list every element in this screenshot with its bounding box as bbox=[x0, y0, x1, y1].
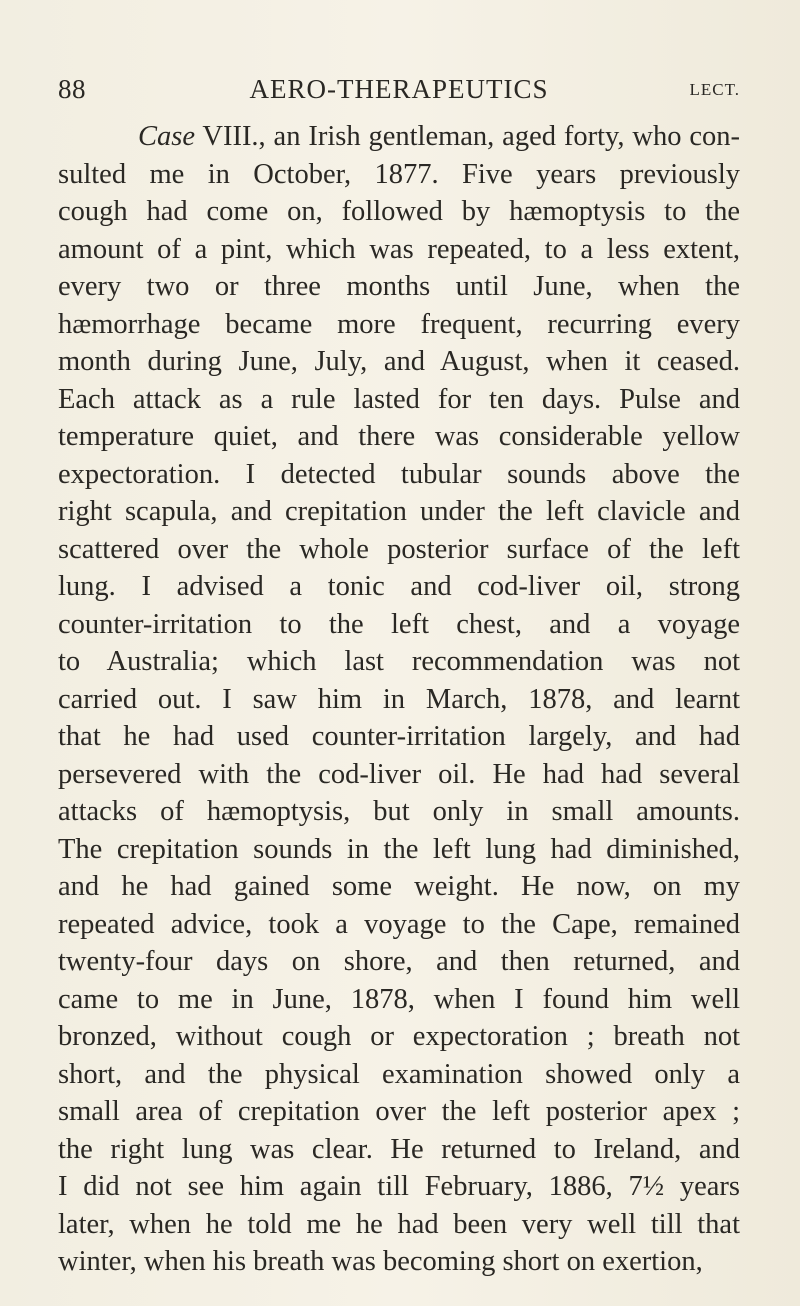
text-line: twenty-four days on shore, and then returned, and bbox=[58, 946, 740, 977]
text-line: The crepitation sounds in the left lung had diminished, bbox=[58, 833, 740, 865]
text-line: month during June, July, and August, when it ceased. bbox=[58, 346, 740, 377]
text-line: came to me in June, 1878, when I found him well bbox=[58, 983, 740, 1015]
text-line: I did not see him again till February, 1886, 7½ years bbox=[58, 1171, 740, 1202]
text-line: cough had come on, followed by hæmoptysis to the bbox=[58, 196, 740, 227]
text-line: amount of a pint, which was repeated, to a less extent, bbox=[58, 233, 740, 265]
text-line: lung. I advised a tonic and cod-liver oil, strong bbox=[58, 571, 740, 602]
case-label: Case bbox=[138, 121, 195, 152]
text-line: and he had gained some weight. He now, on my bbox=[58, 871, 740, 902]
text-line: bronzed, without cough or expectoration ; breath not bbox=[58, 1021, 740, 1052]
text-line: that he had used counter-irritation largely, and had bbox=[58, 721, 740, 752]
text-line: every two or three months until June, when the bbox=[58, 271, 740, 302]
text-line: to Australia; which last recommendation was not bbox=[58, 646, 740, 677]
text-line: scattered over the whole posterior surface of the left bbox=[58, 533, 740, 565]
text-line: later, when he told me he had been very well till that bbox=[58, 1208, 740, 1240]
text-line: expectoration. I detected tubular sounds above the bbox=[58, 458, 740, 490]
text-line: counter-irritation to the left chest, and a voyage bbox=[58, 608, 740, 640]
text-line: right scapula, and crepitation under the left clavicle and bbox=[58, 496, 740, 527]
text-line: winter, when his breath was becoming short on exertion, bbox=[58, 1246, 703, 1277]
text-line: short, and the physical examination showed only a bbox=[58, 1058, 740, 1090]
text-line: temperature quiet, and there was considerable yellow bbox=[58, 421, 740, 452]
text-line: attacks of hæmoptysis, but only in small amounts. bbox=[58, 796, 740, 827]
section-label: LECT. bbox=[689, 80, 740, 99]
text-line: hæmorrhage became more frequent, recurring every bbox=[58, 308, 740, 340]
text-line: carried out. I saw him in March, 1878, and learnt bbox=[58, 683, 740, 715]
text-line: Each attack as a rule lasted for ten days. Pulse and bbox=[58, 383, 740, 415]
running-head bbox=[58, 74, 740, 114]
body-paragraph bbox=[58, 118, 740, 1281]
text-line: sulted me in October, 1877. Five years previously bbox=[58, 158, 740, 190]
text-line: the right lung was clear. He returned to Ireland, and bbox=[58, 1133, 740, 1165]
text-line: persevered with the cod-liver oil. He had had several bbox=[58, 758, 740, 790]
page-number: 88 bbox=[58, 74, 86, 104]
text-line-content: VIII., an Irish gentleman, aged forty, who con- bbox=[202, 121, 740, 152]
text-line: small area of crepitation over the left posterior apex ; bbox=[58, 1096, 740, 1127]
text-line: repeated advice, took a voyage to the Cape, remained bbox=[58, 908, 740, 940]
text-line bbox=[58, 118, 740, 156]
running-title: AERO-THERAPEUTICS bbox=[249, 74, 549, 104]
